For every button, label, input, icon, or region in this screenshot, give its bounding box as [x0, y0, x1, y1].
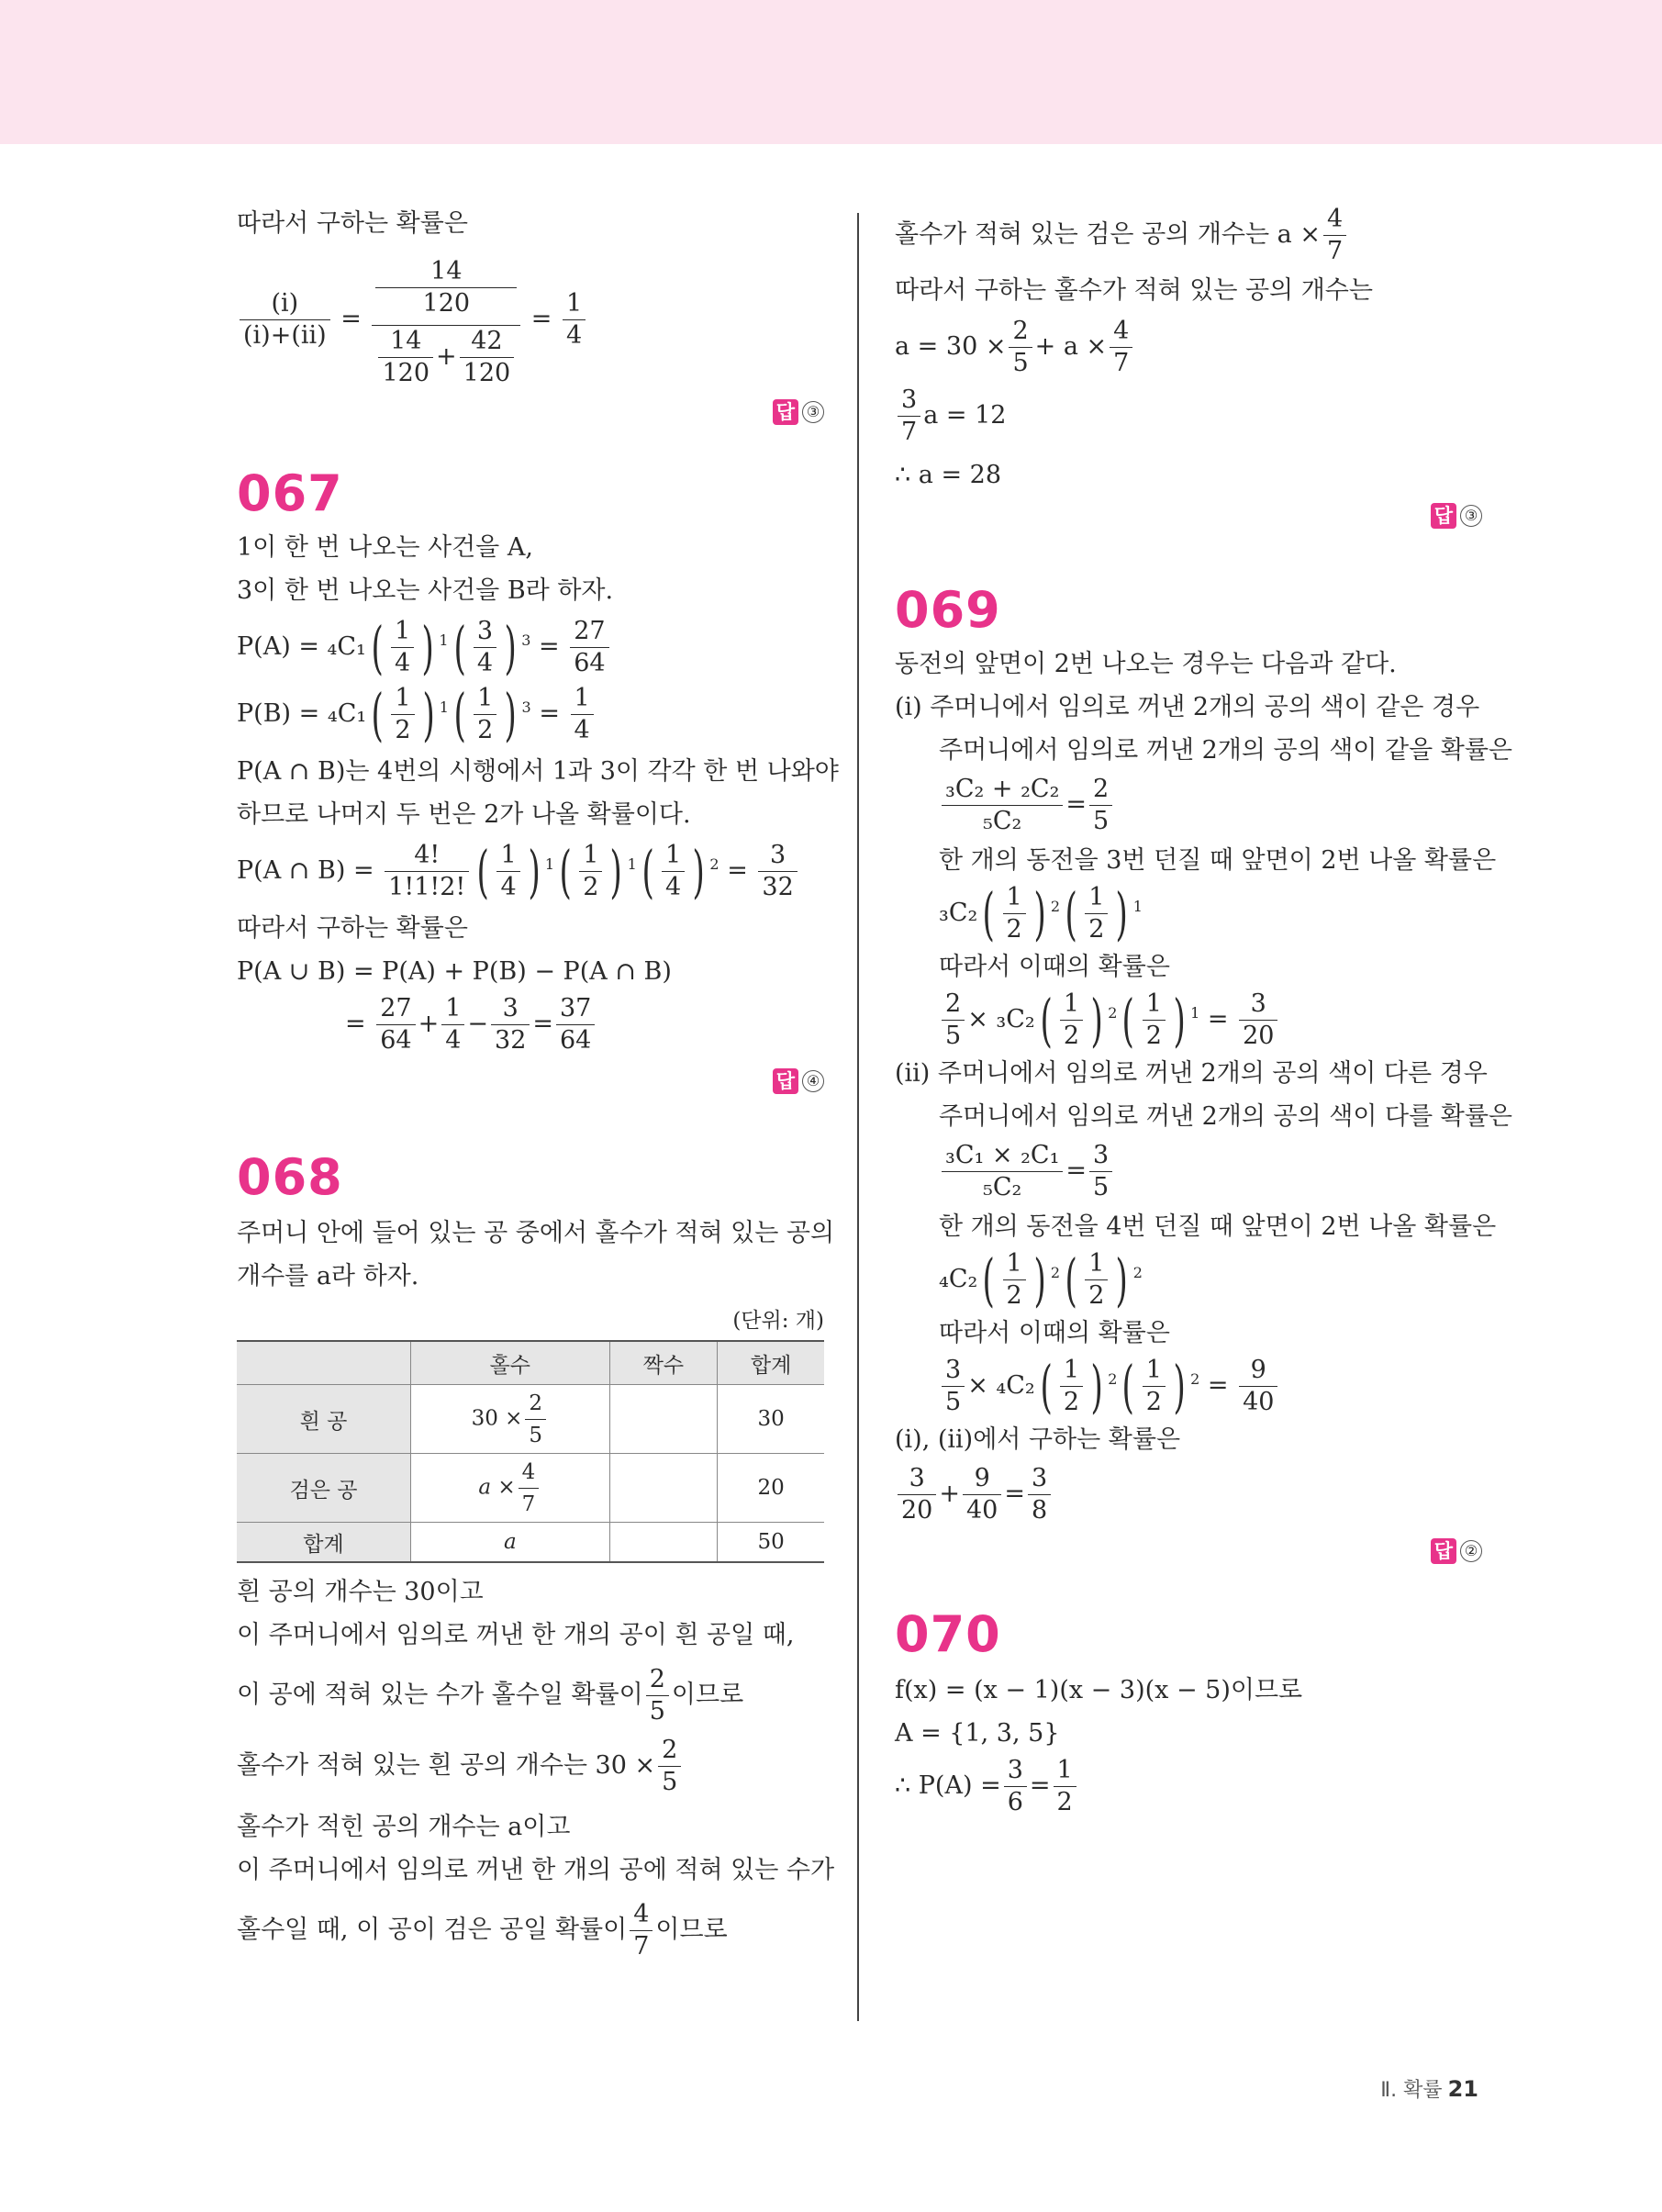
- header-band: [0, 0, 1662, 144]
- text-line: 한 개의 동전을 3번 던질 때 앞면이 2번 나올 확률은: [939, 846, 1497, 875]
- equation-sum-067: = $\frac{27}{64}$ + $\frac{1}{4}$ − $\frac{3}{32}$ = $\frac{37}{64}$: [237, 993, 824, 1056]
- text-line-frac: 홀수가 적혀 있는 검은 공의 개수는 a × $\frac{4}{7}$: [895, 204, 1482, 267]
- text-line: 흰 공의 개수는 30이고: [237, 1578, 484, 1606]
- text-line: 이 주머니에서 임의로 꺼낸 한 개의 공에 적혀 있는 수가: [237, 1856, 835, 1884]
- text-line: 따라서 구하는 확률은: [237, 209, 468, 238]
- text-line: (ⅰ) 주머니에서 임의로 꺼낸 2개의 공의 색이 같은 경우: [895, 693, 1480, 721]
- text-line: f(x) = (x − 1)(x − 3)(x − 5)이므로: [895, 1676, 1303, 1704]
- problem-number-069: 069: [895, 581, 1001, 639]
- equation-pab: P(A ∩ B) = $\frac{4!}{1!1!2!}$ ( $\frac{1}{4}$ ) $^1$( $\frac{1}{2}$ ) $^1$( $\frac{1}{4}$ ) $^2$ = $\frac{3}{32}$: [237, 840, 824, 903]
- text-line: 주머니에서 임의로 꺼낸 2개의 공의 색이 다를 확률은: [939, 1102, 1512, 1131]
- table-header: 홀수: [410, 1341, 609, 1385]
- equation-pb: P(B) = ₄C₁( $\frac{1}{2}$ ) $^1$( $\frac{1}{2}$ ) $^3$ = $\frac{1}{4}$: [237, 683, 824, 746]
- answer-069: 답 ②: [895, 1532, 1482, 1569]
- table-row: 검은 공 a × $\frac{4}{7}$ 20: [237, 1454, 824, 1523]
- text-line: 따라서 이때의 확률은: [939, 953, 1170, 981]
- text-line: ∴ a = 28: [895, 461, 1002, 489]
- text-line: P(A ∪ B) = P(A) + P(B) − P(A ∩ B): [237, 957, 672, 986]
- text-line: 1이 한 번 나오는 사건을 A,: [237, 533, 533, 562]
- text-line: 3이 한 번 나오는 사건을 B라 하자.: [237, 576, 614, 605]
- text-line: P(A ∩ B)는 4번의 시행에서 1과 3이 각각 한 번 나와야: [237, 757, 839, 786]
- problem-number-067: 067: [237, 464, 343, 522]
- text-line: 주머니에서 임의로 꺼낸 2개의 공의 색이 같을 확률은: [939, 736, 1512, 765]
- text-line-frac: 홀수일 때, 이 공이 검은 공일 확률이 $\frac{4}{7}$ 이므로: [237, 1900, 728, 1961]
- text-line: 따라서 구하는 홀수가 적혀 있는 공의 개수는: [895, 276, 1373, 305]
- text-line: 주머니 안에 들어 있는 공 중에서 홀수가 적혀 있는 공의: [237, 1219, 835, 1247]
- equation-070: ∴ P(A) = $\frac{3}{6}$ = $\frac{1}{2}$: [895, 1755, 1482, 1818]
- equation-a: a = 30 × $\frac{2}{5}$ + a × $\frac{4}{7}$: [895, 316, 1482, 379]
- equation-c1f: $\frac{\text{₃C₂ + ₂C₂}}{\text{₅C₂}}$ = $\frac{2}{5}$: [895, 774, 1482, 837]
- text-line: 따라서 이때의 확률은: [939, 1319, 1170, 1347]
- page-footer: [1380, 2074, 1478, 2103]
- text-line: (ⅰ), (ⅱ)에서 구하는 확률은: [895, 1425, 1181, 1454]
- equation-c1c: ₃C₂( $\frac{1}{2}$ ) $^2$( $\frac{1}{2}$ ) $^1$: [939, 879, 1143, 947]
- page-number: 21: [1447, 2076, 1478, 2102]
- table-header: 짝수: [609, 1341, 718, 1385]
- equation-c1e: $\frac{2}{5}$ × ₃C₂( $\frac{1}{2}$ ) $^2$( $\frac{1}{2}$ ) $^1$ = $\frac{3}{20}$: [895, 989, 1482, 1052]
- text-line: 개수를 a라 하자.: [237, 1262, 419, 1290]
- section-label: Ⅱ. 확률: [1380, 2079, 1443, 2102]
- problem-number-070: 070: [895, 1605, 1001, 1663]
- table-header: 합계: [718, 1341, 824, 1385]
- text-line: 따라서 구하는 확률은: [237, 914, 468, 943]
- text-line: 하므로 나머지 두 번은 2가 나올 확률이다.: [237, 800, 691, 829]
- left-column: [237, 202, 839, 1970]
- problem-number-068: 068: [237, 1148, 343, 1206]
- table-row: 흰 공 30 × $\frac{2}{5}$ 30: [237, 1385, 824, 1454]
- text-line-frac: 이 공에 적혀 있는 수가 홀수일 확률이 $\frac{2}{5}$ 이므로: [237, 1665, 744, 1726]
- answer-066: 답 ③: [237, 393, 824, 430]
- answer-068: 답 ③: [895, 497, 1482, 533]
- text-line: (ⅱ) 주머니에서 임의로 꺼낸 2개의 공의 색이 다른 경우: [895, 1059, 1488, 1088]
- text-line: 이 주머니에서 임의로 꺼낸 한 개의 공이 흰 공일 때,: [237, 1621, 795, 1649]
- equation-c2c: ₄C₂( $\frac{1}{2}$ ) $^2$( $\frac{1}{2}$ ) $^2$: [939, 1246, 1143, 1313]
- right-column: [895, 202, 1512, 1818]
- equation-c2e: $\frac{3}{5}$ × ₄C₂( $\frac{1}{2}$ ) $^2$( $\frac{1}{2}$ ) $^2$ = $\frac{9}{40}$: [895, 1355, 1482, 1418]
- table-unit: (단위: 개): [732, 1309, 824, 1333]
- text-line: 한 개의 동전을 4번 던질 때 앞면이 2번 나올 확률은: [939, 1212, 1497, 1241]
- text-line: A = {1, 3, 5}: [895, 1719, 1060, 1748]
- equation-a2: $\frac{3}{7}$ a = 12: [895, 385, 1482, 448]
- table-header: [237, 1341, 410, 1385]
- column-divider: [857, 213, 859, 2021]
- text-line: 홀수가 적힌 공의 개수는 a이고: [237, 1813, 571, 1841]
- equation-pa: P(A) = ₄C₁( $\frac{1}{4}$ ) $^1$( $\frac{3}{4}$ ) $^3$ = $\frac{27}{64}$: [237, 616, 824, 679]
- table-row: 합계 a 50: [237, 1523, 824, 1563]
- equation-c2f: $\frac{\text{₃C₁ × ₂C₁}}{\text{₅C₂}}$ = $\frac{3}{5}$: [895, 1140, 1482, 1203]
- equation-066: $\frac{\text{(ⅰ)}}{\text{(ⅰ)+(ⅱ)}}$ = 14 120 $\frac{14}{120}$ + $\frac{42}{120}$ = $\frac{1}{4}$: [237, 251, 824, 389]
- equation-total-069: $\frac{3}{20}$ + $\frac{9}{40}$ = $\frac{3}{8}$: [895, 1463, 1482, 1526]
- text-line: 동전의 앞면이 2번 나오는 경우는 다음과 같다.: [895, 650, 1397, 678]
- answer-067: 답 ④: [237, 1062, 824, 1099]
- text-line-frac: 홀수가 적혀 있는 흰 공의 개수는 30 × $\frac{2}{5}$: [237, 1735, 824, 1798]
- ball-count-table: [237, 1340, 824, 1563]
